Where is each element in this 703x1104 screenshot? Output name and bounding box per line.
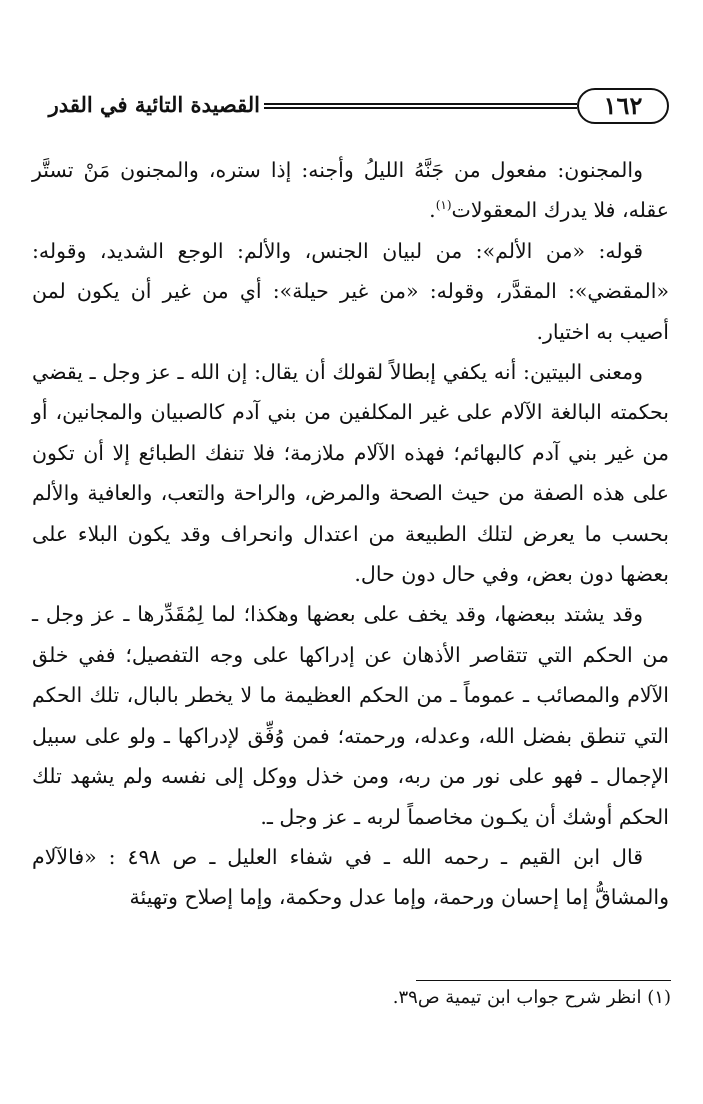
footnote: (١) انظر شرح جواب ابن تيمية ص٣٩. [392, 987, 671, 1008]
header-rule [264, 103, 577, 109]
paragraph-1-text: والمجنون: مفعول من جَنَّهُ الليلُ وأجنه: إذا ستره، والمجنون مَنْ تستَّر عقله، فلا يدرك المعقولات [32, 158, 669, 223]
paragraph-5: قال ابن القيم ـ رحمه الله ـ في شفاء العليل ـ ص ٤٩٨ : «فالآلام والمشاقُّ إما إحسان ورحمة، وإما عدل وحكمة، وإما إصلاح وتهيئة [32, 844, 669, 910]
page-number: ١٦٢ [577, 88, 669, 124]
paragraph-4: وقد يشتد ببعضها، وقد يخف على بعضها وهكذا؛ لما لِمُقَدِّرها ـ عز وجل ـ من الحكم التي تتقاصر الأذهان عن إدراكها على وجه التفصيل؛ ففي خلق الآلام والمصائب ـ عموماً ـ من الحكم العظيمة ما لا يخطر بالبال، تلك الحكم التي تنطق بفضل الله، وعدله، ورحمته؛ فمن وُفِّق لإدراكها ـ ولو على سبيل الإجمال ـ فهو على نور من ربه، ومن خذل ووكل إلى نفسه ولم يشهد تلك الحكم أوشك أن يكـون مخاصماً لربه ـ عز وجل ـ. [32, 602, 669, 829]
page-header [32, 86, 669, 130]
footnote-divider [416, 980, 671, 981]
paragraph-2: قوله: «من الألم»: من لبيان الجنس، والألم: الوجع الشديد، وقوله: «المقضي»: المقدَّر، وقوله: «من غير حيلة»: أي من غير أن يكون لمن أصيب به اختيار. [32, 238, 669, 344]
paragraph-1: والمجنون: مفعول من جَنَّهُ الليلُ وأجنه: إذا ستره، والمجنون مَنْ تستَّر عقله، فلا يدرك المعقولات$^{(١)}$. [32, 158, 669, 223]
paragraph-3: ومعنى البيتين: أنه يكفي إبطالاً لقولك أن يقال: إن الله ـ عز وجل ـ يقضي بحكمته البالغة الآلام على غير المكلفين من بني آدم كالصبيان والمجانين، أو من غير بني آدم كالبهائم؛ فهذه الآلام ملازمة؛ فلا تنفك الطبائع إلا أن تكون على هذه الصفة من حيث الصحة والمرض، والراحة والتعب، والعافية والألم بحسب ما يعرض لتلك الطبيعة من اعتدال وانحراف وقد يكون البلاء على بعضها دون بعض، وفي حال دون حال. [32, 360, 669, 587]
footnote-reference: (١) [435, 198, 452, 213]
running-title: القصيدة التائية في القدر [48, 92, 260, 117]
main-text [32, 150, 669, 918]
